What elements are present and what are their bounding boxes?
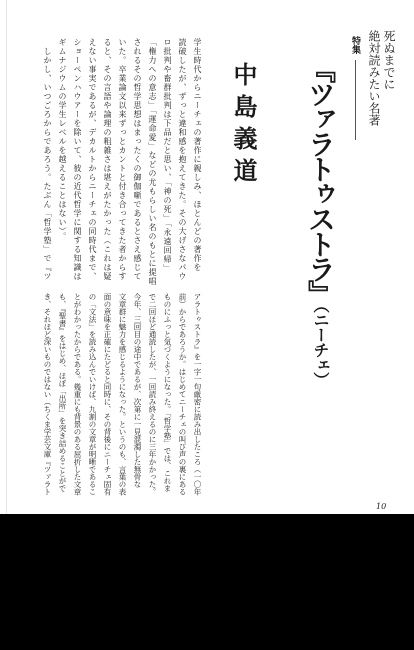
body-column: ものにふっと気づくようになった。「哲学塾」では、これま bbox=[163, 293, 172, 492]
feature-series-title bbox=[366, 30, 396, 150]
body-column: されるその哲学思想はまったくの御伽噺であるとさえ感じて bbox=[133, 38, 142, 281]
body-upper-tier bbox=[40, 38, 205, 292]
body-column: の「文法」を読み込んでいけば、九割の文章が明晰であるこ bbox=[88, 293, 97, 496]
body-column: 読破したが、ずっと違和感を抱えてきた。その大げさなパウ bbox=[178, 38, 187, 281]
body-column: 学生時代からニーチェの著作に親しみ、ほとんどの著作を bbox=[193, 38, 202, 272]
title-main: 『ツァラトゥストラ』 bbox=[304, 55, 337, 305]
feature-divider bbox=[355, 60, 356, 140]
body-column: 面の意味を正確にたどると同時に、その背後にニーチェ固有 bbox=[103, 293, 112, 496]
body-column: 今年、三回目の途中であるが、次第に一見混濁した無骨な bbox=[133, 293, 142, 488]
body-column: 文章群に魅力を感じるようになった。というのも、言葉の表 bbox=[118, 293, 127, 496]
page-edge-line bbox=[6, 0, 7, 514]
page-number: 10 bbox=[376, 502, 387, 511]
title-subtitle: （ニーチェ） bbox=[311, 305, 330, 387]
body-column: も、『聖書』をはじめ、ほぼ「出所」を突き詰めることがで bbox=[58, 293, 67, 492]
body-column: き、それほど深いものではない（ちくま学芸文庫『ツァラト bbox=[43, 293, 52, 496]
body-column: しかし、いつごろからであろう。たぶん「哲学塾」で『ツ bbox=[43, 38, 52, 281]
body-column: 「権力への意志」「運命愛」などの尤もらしい名のもとに提唱 bbox=[148, 38, 157, 286]
body-column: ロ批判や畜群批判は下品だと思い、「神の死」「永遠回帰」 bbox=[163, 38, 172, 273]
article-title bbox=[298, 55, 342, 405]
body-column: 前）からであろうか。はじめてニーチェの叫び声の裏にある bbox=[178, 293, 187, 496]
body-column: ギムナジウムの学生レベルを越えることはない）。 bbox=[58, 38, 67, 241]
author-name: 中島義道 bbox=[229, 62, 258, 190]
body-column: えない事実であるが、デカルトからニーチェの同時代まで、 bbox=[88, 38, 97, 281]
body-column: ると、その言語や論理の粗雑さは堪えがたかった（これは疑 bbox=[103, 38, 112, 281]
body-column: で二回ほど通読したが、一回読み終えるのに三年かかった。 bbox=[148, 293, 157, 496]
body-column: ショーペンハウアーを除いて、彼の近代哲学に関する知識は bbox=[73, 38, 82, 281]
body-lower-tier bbox=[40, 293, 205, 499]
series-line-2: 絶対読みたい名著 bbox=[367, 30, 381, 126]
body-column: アラトゥストラ』を一字一句厳密に読み出したころ（一〇年 bbox=[193, 293, 202, 496]
series-line-1: 死ぬまでに bbox=[382, 30, 396, 90]
body-column: いた。卒業論文以来ずっとカントと付き合ってきた者からす bbox=[118, 38, 127, 281]
body-column: とがわかったからである。幾重にも背景のある屈折した文章 bbox=[73, 293, 82, 496]
feature-label: 特集 bbox=[350, 36, 360, 54]
